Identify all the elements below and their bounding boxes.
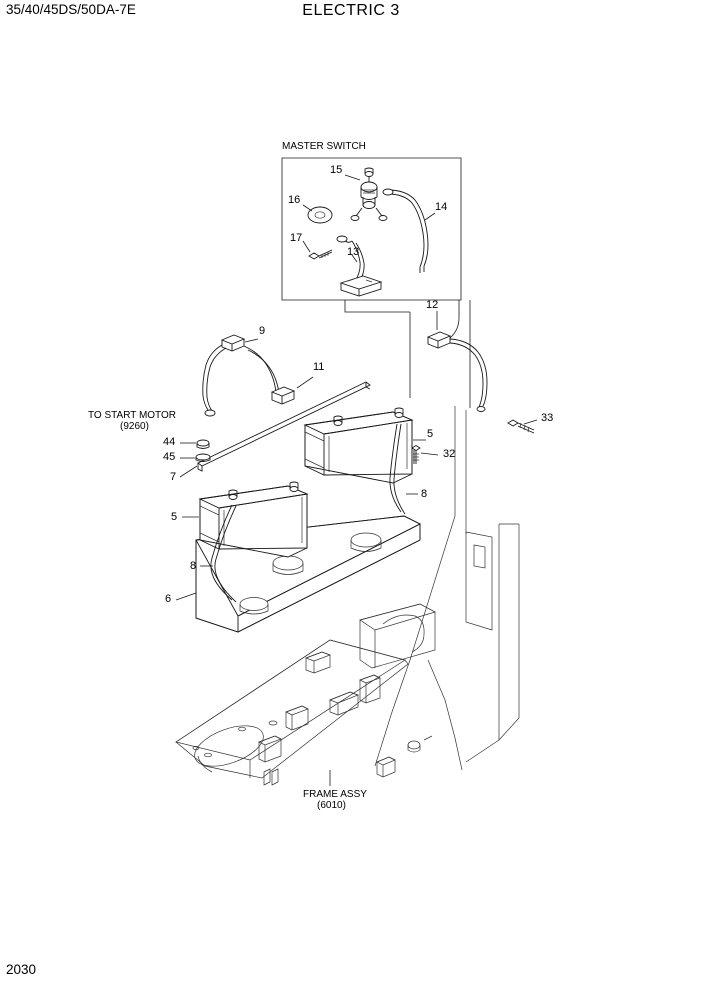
master-switch-label: MASTER SWITCH — [282, 141, 366, 152]
callout-45: 45 — [163, 451, 176, 463]
master-switch-gasket — [308, 207, 332, 223]
master-switch-group — [282, 158, 461, 300]
callout-8-left: 8 — [190, 560, 197, 572]
callout-7: 7 — [170, 471, 177, 483]
cable-11 — [244, 346, 313, 404]
page-title: ELECTRIC 3 — [302, 2, 400, 19]
frame-assy-ref: (6010) — [317, 800, 346, 811]
callout-17: 17 — [290, 232, 303, 244]
callout-32: 32 — [443, 448, 456, 460]
callout-9: 9 — [259, 325, 266, 337]
frame-assy-label: FRAME ASSY — [303, 789, 367, 800]
cable-13 — [337, 236, 364, 282]
master-switch-body — [351, 168, 387, 221]
cable-14 — [383, 189, 428, 273]
page-number: 2030 — [6, 962, 37, 977]
model-code: 35/40/45DS/50DA-7E — [6, 2, 136, 17]
to-start-motor-ref: (9260) — [120, 421, 149, 432]
battery-right — [305, 408, 426, 483]
master-switch-routing — [345, 300, 470, 408]
callout-11: 11 — [313, 361, 325, 373]
callout-6: 6 — [165, 593, 172, 605]
callout-5-right: 5 — [427, 428, 434, 440]
to-start-motor-label: TO START MOTOR — [88, 410, 176, 421]
callout-16: 16 — [288, 194, 301, 206]
callout-12: 12 — [426, 299, 439, 311]
master-switch-terminal-block — [341, 276, 381, 296]
callout-8-right: 8 — [421, 488, 428, 500]
callout-33: 33 — [541, 412, 554, 424]
bolt-33 — [508, 420, 537, 433]
bolt-32 — [412, 446, 438, 465]
callout-5-left: 5 — [171, 511, 178, 523]
callout-44: 44 — [163, 436, 176, 448]
cable-12 — [428, 300, 487, 412]
cable-9 — [203, 335, 258, 416]
master-switch-bolt — [309, 250, 332, 259]
callout-15: 15 — [330, 164, 343, 176]
callout-13: 13 — [347, 246, 360, 258]
callout-14: 14 — [435, 201, 448, 213]
